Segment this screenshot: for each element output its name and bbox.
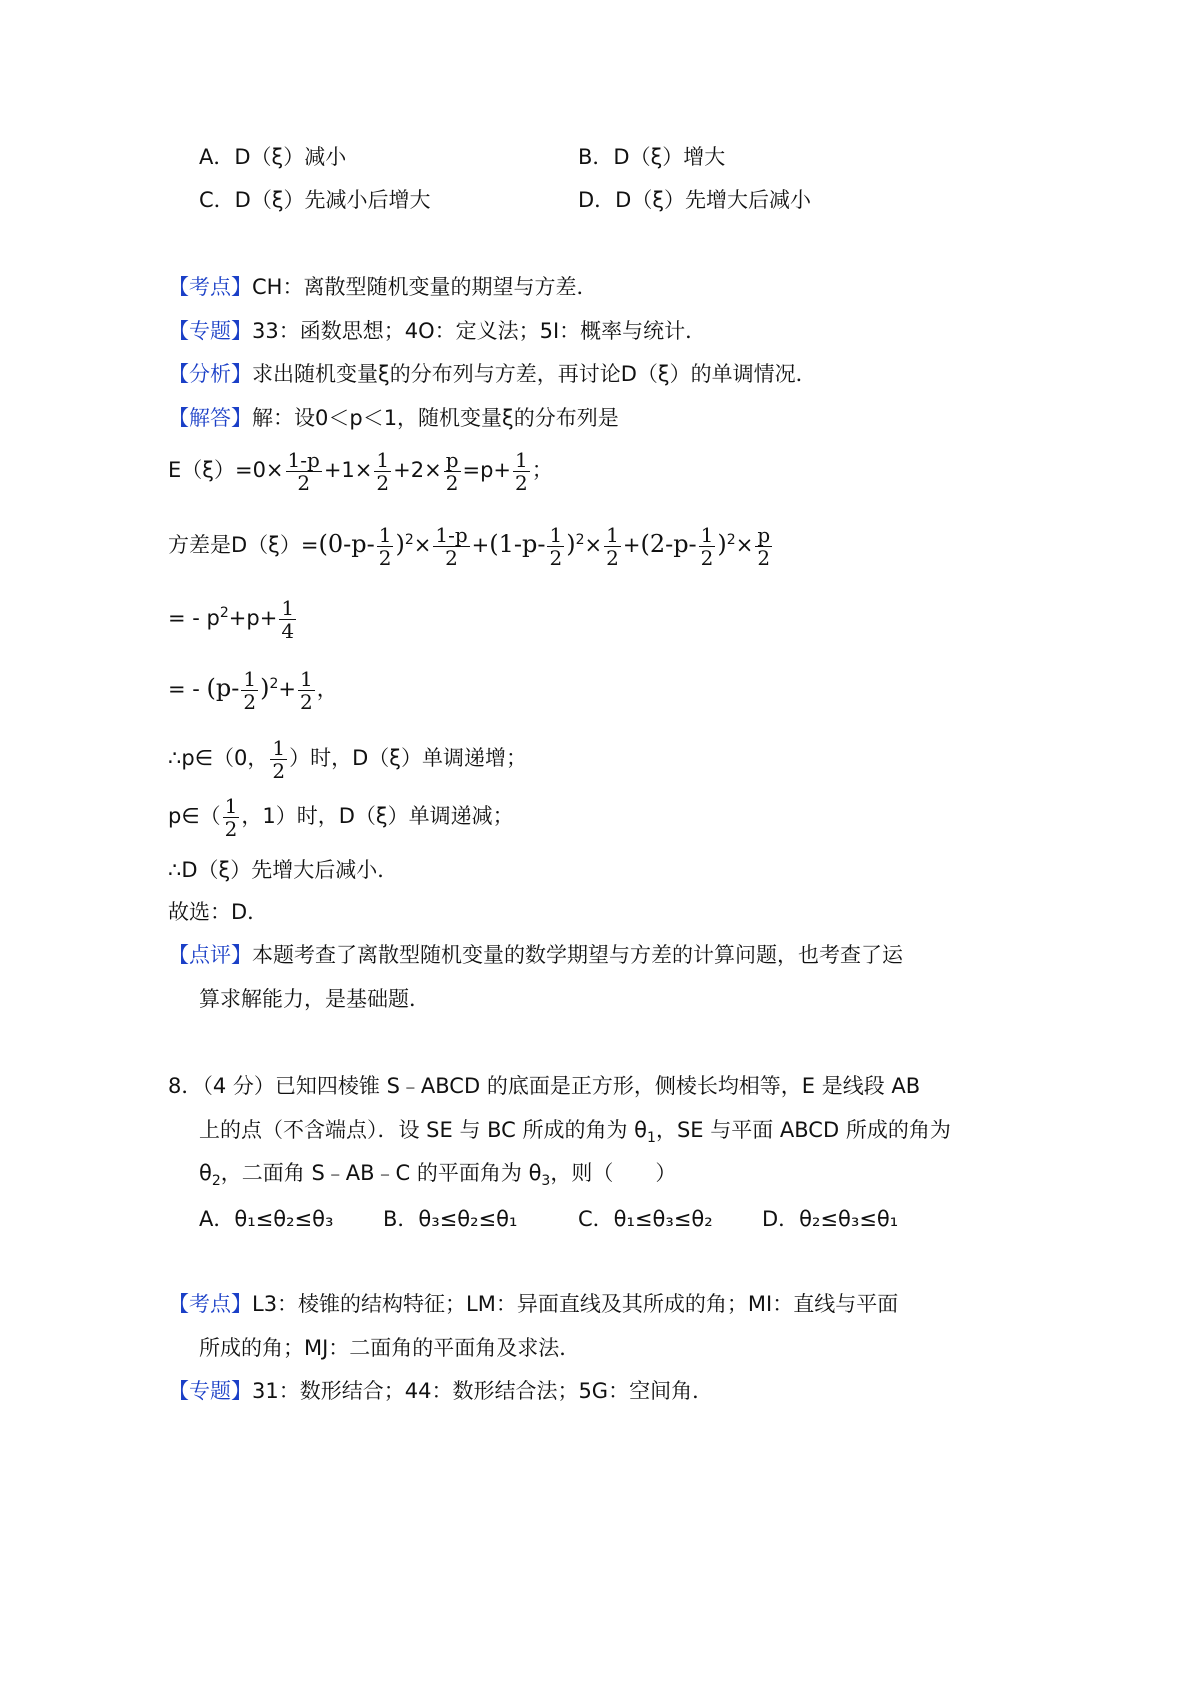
fenxi-tag: 【分析】: [168, 362, 252, 386]
q8-option-c: C．θ₁≤θ₃≤θ₂: [578, 1207, 713, 1231]
kaodian-tag: 【考点】: [168, 1292, 252, 1316]
kaodian-tag: 【考点】: [168, 275, 252, 299]
q8-zhuanti: [168, 1377, 713, 1405]
q8-option-b: B．θ₃≤θ₂≤θ₁: [383, 1207, 518, 1231]
zhuanti-text: 33：函数思想；4O：定义法；5I：概率与统计．: [252, 319, 707, 343]
option-a: A．D（ξ）减小: [199, 145, 347, 169]
kaodian-text: CH：离散型随机变量的期望与方差．: [252, 275, 598, 299]
decreasing-interval: p∈（ $\frac{1}{2}$ ，1）时，D（ξ）单调递减；: [168, 793, 514, 841]
dianping-text-cont: 算求解能力，是基础题．: [199, 987, 430, 1011]
dianping-tag: 【点评】: [168, 943, 252, 967]
answer-choice: 故选：D．: [168, 900, 269, 924]
q7-zhuanti: [168, 317, 706, 345]
q7-dianping: [168, 941, 903, 969]
option-c: C．D（ξ）先减小后增大: [199, 188, 431, 212]
option-b: B．D（ξ）增大: [578, 145, 726, 169]
option-d: D．D（ξ）先增大后减小: [578, 188, 812, 212]
zhuanti-tag: 【专题】: [168, 1379, 252, 1403]
zhuanti-text: 31：数形结合；44：数形结合法；5G：空间角．: [252, 1379, 714, 1403]
q7-kaodian: [168, 273, 597, 301]
fraction: $\frac{1}{2}$: [376, 447, 390, 495]
conclusion: ∴D（ξ）先增大后减小．: [168, 858, 399, 882]
fenxi-text: 求出随机变量ξ的分布列与方差，再讨论D（ξ）的单调情况．: [252, 362, 817, 386]
variance-step-2: = - $p^2+p+$ $\frac{1}{4}$: [168, 595, 295, 643]
increasing-interval: ∴p∈（0， $\frac{1}{2}$ ）时，D（ξ）单调递增；: [168, 735, 527, 783]
q8-kaodian-cont: 所成的角；MJ：二面角的平面角及求法．: [199, 1336, 581, 1360]
q7-jieda: [168, 404, 619, 432]
variance-step-3: = - (p- $\frac{1}{2}$ )$^2$+ $\frac{1}{2}$ ，: [168, 666, 338, 714]
fraction: $\frac{1-p}{2}$: [287, 447, 320, 495]
dianping-text: 本题考查了离散型随机变量的数学期望与方差的计算问题，也考查了运: [252, 943, 903, 967]
jieda-tag: 【解答】: [168, 406, 252, 430]
q8-option-a: A．θ₁≤θ₂≤θ₃: [199, 1207, 334, 1231]
expectation-formula: E（ξ）=0× $\frac{1-p}{2}$ +1× $\frac{1}{2}$ +2× $\frac{p}{2}$ =p+ $\frac{1}{2}$ ；: [168, 447, 553, 495]
q8-kaodian: [168, 1290, 898, 1318]
q8-stem-line3: $\theta_2$，二面角 S﹣AB﹣C 的平面角为 $\theta_3$，则（ ）: [199, 1161, 677, 1190]
kaodian-text: L3：棱锥的结构特征；LM：异面直线及其所成的角；MI：直线与平面: [252, 1292, 899, 1316]
q8-stem-line2: 上的点（不含端点）．设 SE 与 BC 所成的角为 $\theta_1$，SE 与平面 ABCD 所成的角为: [199, 1118, 951, 1147]
var-prefix: 方差是D（ξ）=: [168, 533, 319, 557]
fraction: $\frac{1}{2}$: [515, 447, 528, 495]
zhuanti-tag: 【专题】: [168, 319, 252, 343]
jieda-text: 解：设0＜p＜1，随机变量ξ的分布列是: [252, 406, 619, 430]
q7-fenxi: [168, 360, 817, 388]
q8-option-d: D．θ₂≤θ₃≤θ₁: [762, 1207, 899, 1231]
variance-formula: 方差是D（ξ）=(0-p- $\frac{1}{2}$ )$^2$× $\frac{1-p}{2}$ +(1-p- $\frac{1}{2}$ )$^2$× $\frac{1}{2}$ +(2-p- $\frac{1}{2}$ )$^2$× $\frac{p}{2}$: [168, 522, 771, 570]
fraction: $\frac{p}{2}$: [445, 447, 459, 495]
e-prefix: E（ξ）=0×: [168, 458, 284, 482]
q8-stem-line1: 8．（4 分）已知四棱锥 S﹣ABCD 的底面是正方形，侧棱长均相等，E 是线段 AB: [168, 1074, 921, 1098]
